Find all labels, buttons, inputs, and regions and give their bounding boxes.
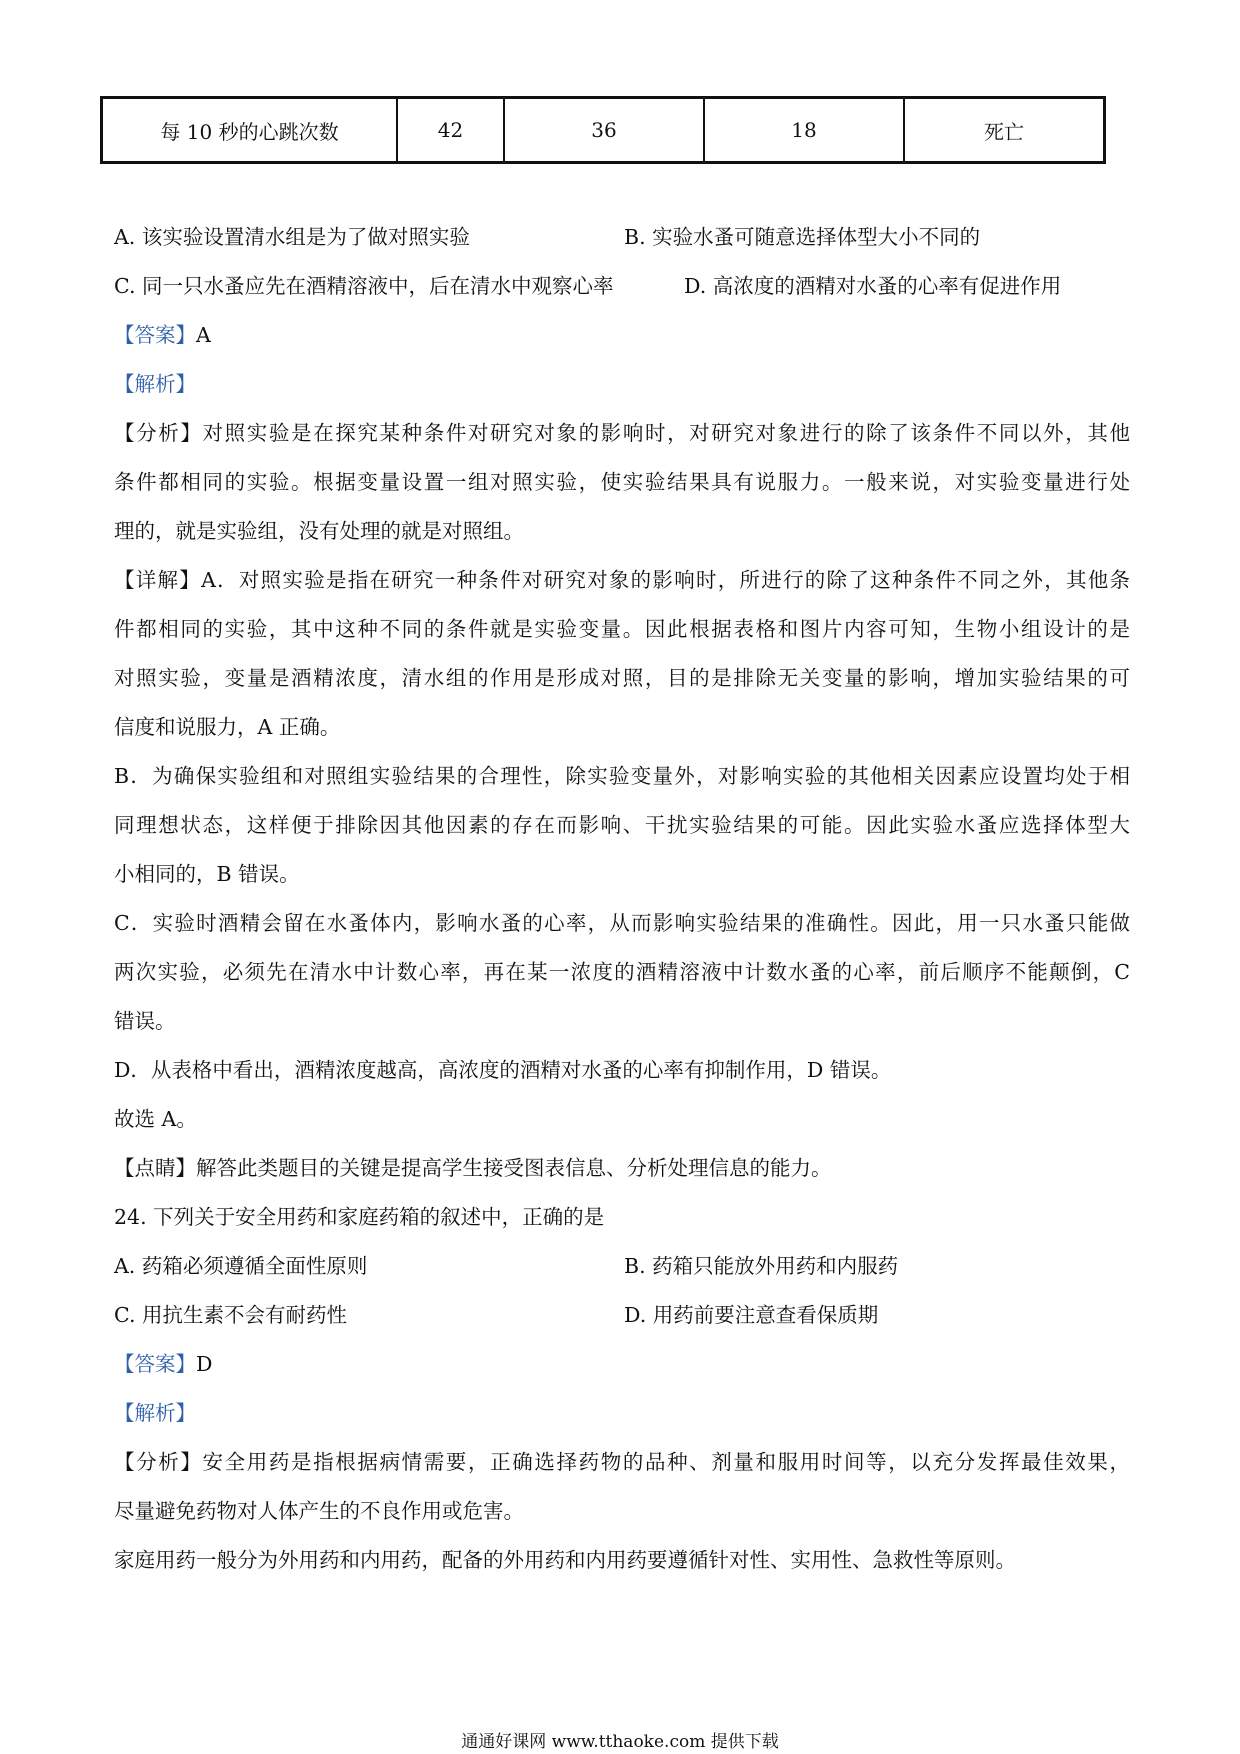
fenxi-text: 安全用药是指根据病情需要，正确选择药物的品种、剂量和服用时间等，以充分发挥最佳效果，	[202, 1450, 1131, 1474]
q23-option-c: C. 同一只水蚤应先在酒精溶液中，后在清水中观察心率	[114, 274, 614, 298]
q23-xiangjie-line: 对照实验，变量是酒精浓度，清水组的作用是形成对照，目的是排除无关变量的影响，增加实验结果的可	[114, 666, 1130, 690]
q24-answer	[114, 1349, 212, 1379]
dianjing-tag: 【点睛】	[114, 1156, 196, 1180]
q23-fenxi-line	[114, 418, 1130, 448]
table-cell: 死亡	[904, 98, 1105, 163]
q24-fenxi-line: 家庭用药一般分为外用药和内用药，配备的外用药和内用药要遵循针对性、实用性、急救性等原则。	[114, 1548, 1016, 1572]
q23-xiangjie-line: 两次实验，必须先在清水中计数心率，再在某一浓度的酒精溶液中计数水蚤的心率，前后顺序不能颠倒，C	[114, 960, 1130, 984]
table-cell: 18	[704, 98, 904, 163]
table-cell: 42	[397, 98, 504, 163]
q23-xiangjie-line: 小相同的，B 错误。	[114, 862, 300, 886]
q24-fenxi-line: 尽量避免药物对人体产生的不良作用或危害。	[114, 1499, 524, 1523]
q23-xiangjie-line: D．从表格中看出，酒精浓度越高，高浓度的酒精对水蚤的心率有抑制作用，D 错误。	[114, 1058, 892, 1082]
q23-xiangjie-line: 同理想状态，这样便于排除因其他因素的存在而影响、干扰实验结果的可能。因此实验水蚤应选择体型大	[114, 813, 1130, 837]
q23-xiangjie-line: 信度和说服力，A 正确。	[114, 715, 341, 739]
q23-xiangjie-line: 故选 A。	[114, 1107, 197, 1131]
q23-analysis-tag: 【解析】	[114, 372, 196, 396]
q23-option-d: D. 高浓度的酒精对水蚤的心率有促进作用	[684, 274, 1062, 298]
table-cell: 36	[504, 98, 704, 163]
answer-tag: 【答案】	[114, 1352, 196, 1376]
table-row	[102, 98, 1105, 163]
q24-option-d: D. 用药前要注意查看保质期	[624, 1303, 879, 1327]
q23-xiangjie-line: B．为确保实验组和对照组实验结果的合理性，除实验变量外，对影响实验的其他相关因素应设置均处于相	[114, 764, 1130, 788]
q23-option-a: A. 该实验设置清水组是为了做对照实验	[114, 225, 470, 249]
q24-analysis-tag: 【解析】	[114, 1401, 196, 1425]
answer-tag: 【答案】	[114, 323, 196, 347]
q24-option-c: C. 用抗生素不会有耐药性	[114, 1303, 347, 1327]
q24-fenxi-line	[114, 1447, 1130, 1477]
q23-fenxi-line: 条件都相同的实验。根据变量设置一组对照实验，使实验结果具有说服力。一般来说，对实验变量进行处	[114, 470, 1130, 494]
q23-xiangjie-line: 件都相同的实验，其中这种不同的条件就是实验变量。因此根据表格和图片内容可知，生物小组设计的是	[114, 617, 1130, 641]
q24-question: 24. 下列关于安全用药和家庭药箱的叙述中，正确的是	[114, 1205, 605, 1229]
fenxi-tag: 【分析】	[114, 1450, 203, 1474]
q23-xiangjie-line: C．实验时酒精会留在水蚤体内，影响水蚤的心率，从而影响实验结果的准确性。因此，用一只水蚤只能做	[114, 911, 1130, 935]
q23-xiangjie-line	[114, 565, 1130, 595]
xiangjie-text: A．对照实验是指在研究一种条件对研究对象的影响时，所进行的除了这种条件不同之外，其他条	[201, 568, 1130, 592]
answer-value: A	[196, 323, 211, 347]
fenxi-text: 对照实验是在探究某种条件对研究对象的影响时，对研究对象进行的除了该条件不同以外，其他	[202, 421, 1131, 445]
q24-option-a: A. 药箱必须遵循全面性原则	[114, 1254, 368, 1278]
page-footer: 通通好课网 www.tthaoke.com 提供下载	[461, 1732, 779, 1752]
fenxi-tag: 【分析】	[114, 421, 203, 445]
q23-dianjing	[114, 1153, 832, 1183]
dianjing-text: 解答此类题目的关键是提高学生接受图表信息、分析处理信息的能力。	[196, 1156, 832, 1180]
answer-value: D	[196, 1352, 213, 1376]
table-row-label: 每 10 秒的心跳次数	[102, 98, 398, 163]
q23-option-b: B. 实验水蚤可随意选择体型大小不同的	[624, 225, 981, 249]
q24-option-b: B. 药箱只能放外用药和内服药	[624, 1254, 899, 1278]
q23-fenxi-line: 理的，就是实验组，没有处理的就是对照组。	[114, 519, 524, 543]
heartbeat-table	[100, 96, 1106, 164]
q23-answer	[114, 320, 211, 350]
q23-xiangjie-line: 错误。	[114, 1009, 176, 1033]
xiangjie-tag: 【详解】	[114, 568, 202, 592]
